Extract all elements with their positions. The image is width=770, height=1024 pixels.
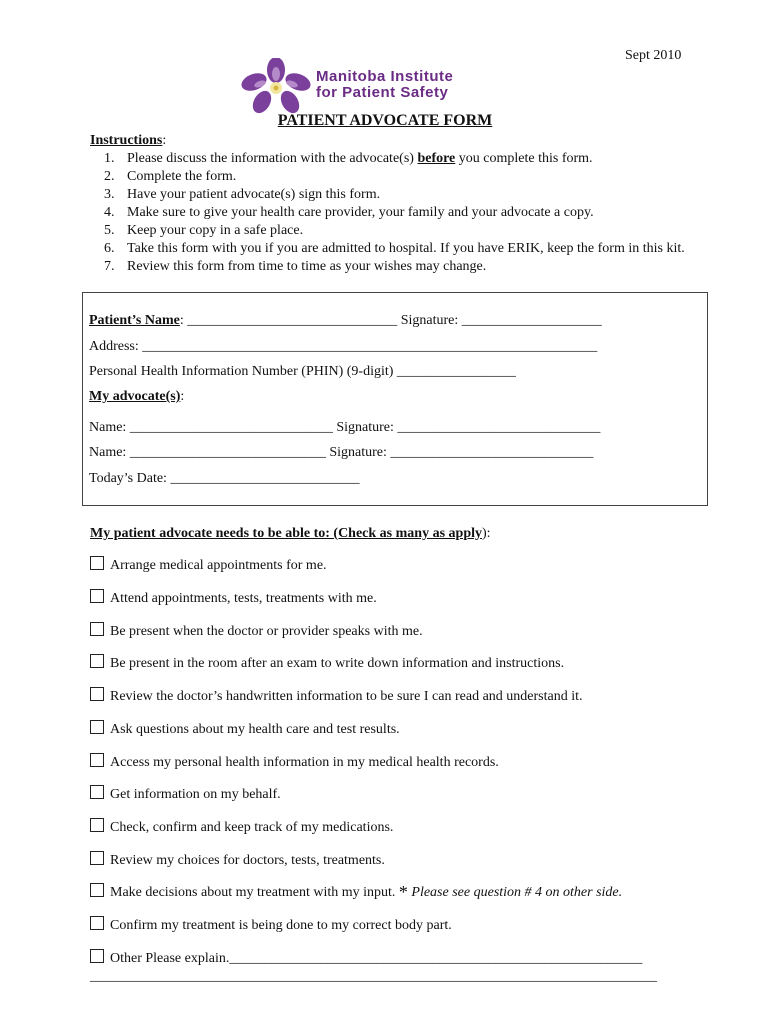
instruction-item	[104, 241, 685, 257]
institute-logo	[240, 58, 490, 114]
instruction-text: Please discuss the information with the advocate(s)	[127, 151, 418, 166]
form-date: Sept 2010	[625, 48, 682, 63]
checklist-item-label: Arrange medical appointments for me.	[110, 558, 327, 573]
checklist-item[interactable]	[90, 622, 423, 640]
instruction-emphasis: before	[417, 151, 456, 166]
instruction-text: Make sure to give your health care provider, your family and your advocate a copy.	[127, 205, 594, 220]
advocate-1-field[interactable]: Name: _____________________________ Signature: _____________________________	[89, 420, 601, 435]
checklist-item-label: Attend appointments, tests, treatments with me.	[110, 591, 377, 606]
instruction-text: Complete the form.	[127, 169, 237, 184]
instruction-number: 5.	[104, 223, 115, 238]
checkbox-icon[interactable]	[90, 785, 104, 799]
checklist-heading-end: ):	[482, 526, 491, 541]
patient-name-field[interactable]	[89, 313, 602, 329]
checkbox-icon[interactable]	[90, 687, 104, 701]
patient-name-line: : ______________________________ Signature: ____________________	[179, 313, 602, 328]
checklist-item-label: Get information on my behalf.	[110, 787, 281, 802]
checklist-heading-text: My patient advocate needs to be able to: (Check as many as apply	[90, 526, 482, 541]
instruction-number: 1.	[104, 151, 115, 166]
checkbox-icon[interactable]	[90, 654, 104, 668]
logo-line-1: Manitoba Institute	[316, 68, 454, 85]
advocates-heading	[89, 389, 184, 405]
todays-date-field[interactable]: Today’s Date: ___________________________	[89, 471, 360, 486]
checkbox-icon[interactable]	[90, 556, 104, 570]
instruction-item	[104, 259, 486, 275]
checklist-item-label: Ask questions about my health care and test results.	[110, 722, 400, 737]
checkbox-icon[interactable]	[90, 851, 104, 865]
page-title: PATIENT ADVOCATE FORM	[277, 112, 493, 129]
checklist-item-confirm[interactable]	[90, 916, 452, 934]
advocates-colon: :	[180, 389, 185, 404]
checklist-item[interactable]	[90, 654, 564, 672]
checklist-item[interactable]	[90, 589, 377, 607]
instruction-item	[104, 169, 236, 185]
asterisk-icon: *	[398, 882, 408, 902]
checklist-item[interactable]	[90, 851, 385, 869]
checkbox-icon[interactable]	[90, 949, 104, 963]
checklist-item-label: Be present when the doctor or provider speaks with me.	[110, 624, 423, 639]
see-question-note: Please see question # 4 on other side.	[411, 885, 623, 900]
checklist-item-other[interactable]	[90, 949, 642, 967]
checkbox-icon[interactable]	[90, 753, 104, 767]
flower-logo-icon	[240, 58, 312, 114]
checklist-item-label: Review my choices for doctors, tests, treatments.	[110, 853, 385, 868]
checklist-item-label: Check, confirm and keep track of my medications.	[110, 820, 394, 835]
instruction-number: 6.	[104, 241, 115, 256]
other-explain-line[interactable]: Other Please explain.___________________________________________________________	[110, 951, 643, 966]
patient-name-label: Patient’s Name	[89, 313, 180, 328]
phin-field[interactable]: Personal Health Information Number (PHIN) (9-digit) _________________	[89, 364, 516, 379]
instruction-text-end: you complete this form.	[455, 151, 593, 166]
checkbox-icon[interactable]	[90, 883, 104, 897]
instruction-text: Keep your copy in a safe place.	[127, 223, 304, 238]
checklist-item[interactable]	[90, 818, 393, 836]
checklist-item[interactable]	[90, 720, 400, 738]
checklist-heading	[90, 526, 491, 542]
instruction-number: 3.	[104, 187, 115, 202]
checklist-item[interactable]	[90, 556, 327, 574]
advocates-label: My advocate(s)	[89, 389, 181, 404]
checklist-item-label: Confirm my treatment is being done to my correct body part.	[110, 918, 452, 933]
instruction-item	[104, 187, 380, 203]
advocate-2-field[interactable]: Name: ____________________________ Signature: _____________________________	[89, 445, 594, 460]
instruction-number: 4.	[104, 205, 115, 220]
checkbox-icon[interactable]	[90, 720, 104, 734]
instruction-number: 2.	[104, 169, 115, 184]
instructions-label: Instructions	[90, 133, 163, 148]
checkbox-icon[interactable]	[90, 589, 104, 603]
checklist-item-label: Access my personal health information in my medical health records.	[110, 755, 499, 770]
checkbox-icon[interactable]	[90, 916, 104, 930]
instruction-text: Review this form from time to time as your wishes may change.	[127, 259, 487, 274]
instruction-item	[104, 205, 594, 221]
checklist-item-label: Make decisions about my treatment with my input.	[110, 885, 396, 900]
instruction-text: Have your patient advocate(s) sign this form.	[127, 187, 381, 202]
instruction-item	[104, 223, 303, 239]
checkbox-icon[interactable]	[90, 622, 104, 636]
logo-line-2: for Patient Safety	[316, 84, 449, 101]
checklist-item-decisions[interactable]	[90, 882, 622, 903]
instruction-number: 7.	[104, 259, 115, 274]
other-explain-line-2[interactable]: _________________________________________________________________________________	[90, 969, 657, 984]
checklist-item-label: Review the doctor’s handwritten information to be sure I can read and understand it.	[110, 689, 583, 704]
checklist-item[interactable]	[90, 785, 281, 803]
address-field[interactable]: Address: _________________________________________________________________	[89, 339, 598, 354]
checkbox-icon[interactable]	[90, 818, 104, 832]
instruction-text: Take this form with you if you are admitted to hospital. If you have ERIK, keep the form in this kit.	[127, 241, 685, 256]
instruction-item	[104, 151, 593, 167]
instructions-heading: Instructions:	[90, 133, 167, 148]
checklist-item[interactable]	[90, 753, 499, 771]
checklist-item-label: Be present in the room after an exam to write down information and instructions.	[110, 656, 565, 671]
checklist-item[interactable]	[90, 687, 583, 705]
